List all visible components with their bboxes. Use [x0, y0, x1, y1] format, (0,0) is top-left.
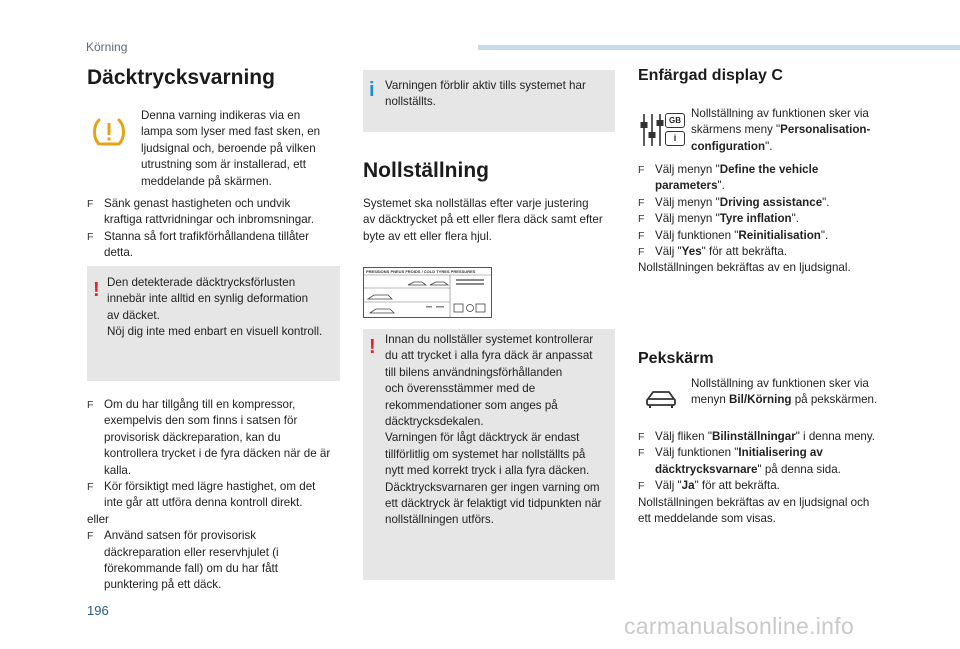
display-settings-icon — [640, 111, 685, 149]
label-title: PRESSIONS PNEUS FROIDS / COLD TYRES PRESSURES — [366, 269, 476, 274]
tpms-intro — [141, 108, 341, 190]
list-item-text: exempelvis den som finns i satsen för — [104, 414, 298, 428]
display-intro — [691, 106, 891, 155]
note-line: däcktrycksdekalen. — [385, 415, 484, 429]
note-line: nytt med korrekt tryck i alla fyra däcken. — [385, 464, 590, 478]
title-reset: Nollställning — [363, 159, 489, 182]
page-number: 196 — [87, 603, 109, 618]
title-touchscreen: Pekskärm — [638, 350, 714, 367]
bullet-list-2 — [87, 397, 349, 594]
sliders-icon — [640, 112, 664, 148]
list-item-text: F Om du har tillgång till en kompressor, — [104, 398, 296, 411]
intro-line — [691, 122, 891, 138]
text-span: Välj funktionen " — [655, 228, 739, 242]
note-line: Innan du nollställer systemet kontrollerar — [385, 333, 594, 346]
menu-name: Ja — [681, 479, 695, 493]
or-text: eller — [87, 512, 109, 526]
menu-name: Initialisering av — [738, 446, 823, 460]
confirm-text: ett meddelande som visas. — [638, 512, 776, 526]
text-span: Välj funktionen " — [655, 446, 739, 460]
text-span: " för att bekräfta. — [694, 479, 780, 493]
note-line: du att trycket i alla fyra däck är anpassat — [385, 349, 593, 363]
list-item-text: provisorisk däckreparation, kan du — [104, 430, 281, 444]
header-bar — [478, 45, 960, 50]
note-line: nollställningen utförs. — [385, 513, 494, 527]
list-item-text: F Använd satsen för provisorisk — [104, 529, 257, 543]
menu-name: Tyre inflation — [719, 212, 792, 226]
list-item — [87, 196, 342, 229]
text-span: ". — [822, 195, 830, 209]
menu-name: Yes — [681, 245, 702, 259]
title-tpms-warning: Däcktrycksvarning — [87, 66, 275, 89]
car-icon — [645, 388, 677, 410]
info-note-text — [385, 78, 613, 111]
note-line: Däcktrycksvarnaren ger ingen varning om — [385, 480, 600, 494]
note-line: Varningen för lågt däcktryck är endast — [385, 431, 580, 445]
tyre-pressure-label-image — [363, 267, 492, 318]
warning-note-text — [385, 332, 613, 529]
menu-name: configuration — [691, 139, 766, 153]
confirm-text: Nollställningen bekräftas av en ljudsignal. — [638, 261, 851, 275]
list-item — [638, 228, 898, 244]
menu-name: Reinitialisation — [738, 228, 821, 242]
text-span: på pekskärmen. — [791, 393, 878, 407]
warning-note-box-2 — [363, 329, 615, 580]
bullet-list-1 — [87, 196, 342, 262]
menu-name: Define the vehicle — [719, 163, 819, 176]
text-span: ". — [765, 139, 773, 153]
title-mono-display: Enfärgad display C — [638, 67, 783, 84]
list-item-text: kalla. — [104, 463, 132, 477]
note-line: nollställts. — [385, 95, 436, 109]
warning-exclamation-icon: ! — [93, 279, 100, 301]
list-item — [638, 211, 898, 227]
intro-line: Nollställning av funktionen sker via — [691, 107, 869, 120]
note-line: till bilens användningsförhållanden — [385, 365, 563, 379]
para-line: Systemet ska nollställas efter varje justering — [363, 197, 589, 210]
list-item — [87, 528, 349, 594]
list-item-text: förekommande fall) om du har fått — [104, 562, 278, 576]
list-item — [638, 429, 900, 445]
watermark: carmanualsonline.info — [624, 613, 855, 639]
intro-line: lampa som lyser med fast sken, en — [141, 125, 321, 139]
intro-line — [691, 392, 901, 408]
list-item — [87, 479, 349, 512]
list-item-text: däckreparation eller reservhjulet (i — [104, 545, 279, 559]
menu-name: Driving assistance — [719, 195, 823, 209]
intro-line: Denna varning indikeras via en — [141, 109, 301, 122]
info-note-box — [363, 70, 615, 132]
text-span: Välj " — [655, 479, 682, 493]
text-span: ". — [820, 228, 829, 242]
intro-line — [691, 139, 891, 155]
info-icon: i — [369, 79, 375, 101]
text-span: Välj menyn " — [655, 212, 720, 226]
note-line: tillförlitlig om systemet har nollställts på — [385, 447, 586, 461]
text-span: skärmens meny " — [691, 123, 781, 137]
note-line: av däcket. — [107, 308, 160, 322]
note-line: rekommendationer som anges på — [385, 398, 558, 412]
menu-name: Bil/Körning — [729, 393, 792, 407]
info-i-icon: i — [665, 131, 685, 146]
list-item-text: F Kör försiktigt med lägre hastighet, om det — [104, 480, 316, 494]
steps-list-1 — [638, 162, 898, 277]
list-item — [638, 195, 898, 211]
text-span: Välj fliken " — [655, 430, 712, 443]
reset-paragraph — [363, 196, 618, 245]
intro-line: utrustning som är installerad, ett — [141, 158, 306, 172]
tpms-warning-icon — [92, 116, 126, 148]
intro-line: Nollställning av funktionen sker via — [691, 377, 869, 390]
touch-intro — [691, 376, 901, 409]
intro-line: meddelande på skärmen. — [141, 174, 272, 188]
note-line: ett däcktryck är felaktigt vid tidpunkten när — [385, 497, 602, 511]
menu-name: Personalisation- — [780, 123, 871, 137]
language-gb-icon: GB — [665, 113, 685, 128]
list-item-text: F Stanna så fort trafikförhållandena tillåter — [104, 229, 309, 243]
warning-note-box — [87, 266, 340, 381]
text-span: Välj " — [655, 245, 682, 259]
note-line: Varningen förblir aktiv tills systemet har — [385, 79, 586, 92]
steps-list-2 — [638, 429, 900, 527]
list-item — [87, 397, 349, 479]
note-line: och överensstämmer med de — [385, 382, 536, 396]
note-line: Nöj dig inte med enbart en visuell kontroll. — [107, 325, 323, 339]
list-item-text: punktering på ett däck. — [104, 578, 222, 592]
text-span: " för att bekräfta. — [701, 245, 787, 259]
list-item — [638, 478, 900, 494]
para-line: av däcktrycket på ett eller flera däck samt efter — [363, 213, 603, 227]
list-item-text: kontrollera trycket i de fyra däcken när de är — [104, 447, 331, 461]
note-line: innebär inte alltid en synlig deformation — [107, 292, 309, 306]
text-span: menyn — [691, 393, 730, 407]
list-item — [638, 162, 898, 195]
para-line: byte av ett eller flera hjul. — [363, 229, 492, 243]
list-item — [87, 229, 342, 262]
list-item-text: kraftiga rattvridningar och inbromsningar. — [104, 213, 315, 227]
section-label: Körning — [86, 40, 128, 54]
confirm-text: Nollställningen bekräftas av en ljudsignal och — [638, 495, 870, 509]
menu-name: parameters — [655, 179, 718, 193]
text-span: " på denna sida. — [757, 462, 841, 476]
list-item — [638, 445, 900, 478]
car-diagram-icon — [364, 268, 491, 317]
menu-name: Bilinställningar — [711, 430, 796, 443]
intro-line: ljudsignal och, beroende på vilken — [141, 141, 316, 155]
text-span: Välj menyn " — [655, 195, 720, 209]
warning-exclamation-icon: ! — [369, 336, 376, 358]
note-line: Den detekterade däcktrycksförlusten — [107, 276, 296, 289]
menu-name: däcktrycksvarnare — [655, 462, 758, 476]
text-span: ". — [717, 179, 725, 193]
list-item-text: detta. — [104, 246, 134, 260]
text-span: ". — [791, 212, 799, 226]
text-span: Välj menyn " — [655, 163, 720, 176]
warning-note-text — [107, 275, 337, 341]
list-item — [638, 244, 898, 260]
list-item-text: F Sänk genast hastigheten och undvik — [104, 197, 291, 210]
list-item-text: inte går att utföra denna kontroll direkt. — [104, 496, 303, 510]
text-span: " i denna meny. — [795, 430, 876, 443]
